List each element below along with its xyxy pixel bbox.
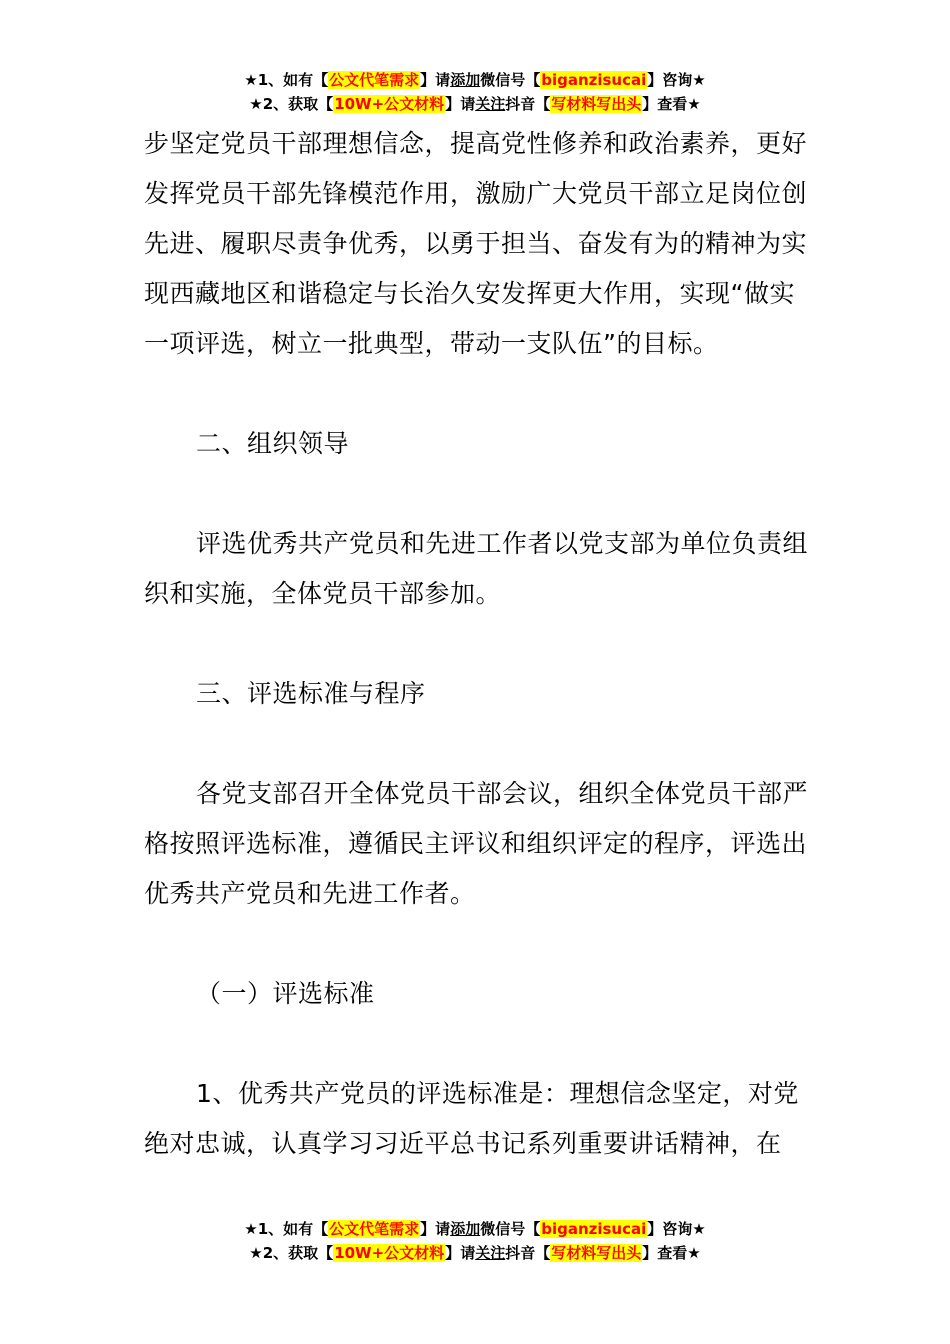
highlight-wechat-id: biganzisucai xyxy=(541,1220,647,1238)
paragraph-1: 步坚定党员干部理想信念，提高党性修养和政治素养，更好发挥党员干部先锋模范作用，激励广大党员干部立足岗位创先进、履职尽责争优秀，以勇于担当、奋发有为的精神为实现西藏地区和谐稳定与长治久安发挥更大作用，实现“做实一项评选，树立一批典型，带动一支队伍”的目标。 xyxy=(144,129,808,358)
promo-banner-top xyxy=(0,68,950,116)
highlight-service: 公文代笔需求 xyxy=(329,1220,420,1238)
promo-line-1: ★1、如有【公文代笔需求】请添加微信号【biganzisucai】咨询★ xyxy=(244,71,706,89)
paragraph-3: 各党支部召开全体党员干部会议，组织全体党员干部严格按照评选标准，遵循民主评议和组织评定的程序，评选出优秀共产党员和先进工作者。 xyxy=(144,779,809,908)
paragraph-4: 1、优秀共产党员的评选标准是：理想信念坚定，对党绝对忠诚，认真学习习近平总书记系列重要讲话精神，在 xyxy=(144,1079,799,1158)
highlight-douyin-id: 写材料写出头 xyxy=(551,1244,642,1262)
highlight-service: 公文代笔需求 xyxy=(329,71,420,89)
paragraph-2: 评选优秀共产党员和先进工作者以党支部为单位负责组织和实施，全体党员干部参加。 xyxy=(144,529,809,608)
document-body xyxy=(144,119,808,1169)
highlight-douyin-id: 写材料写出头 xyxy=(551,95,642,113)
section-heading-3: 三、评选标准与程序 xyxy=(196,679,426,708)
promo-line-2: ★2、获取【10W+公文材料】请关注抖音【写材料写出头】查看★ xyxy=(249,95,701,113)
highlight-materials: 10W+公文材料 xyxy=(334,1244,445,1262)
highlight-wechat-id: biganzisucai xyxy=(541,71,647,89)
promo-line-1: ★1、如有【公文代笔需求】请添加微信号【biganzisucai】咨询★ xyxy=(244,1220,706,1238)
subheading-1: （一）评选标准 xyxy=(196,979,375,1008)
promo-line-2: ★2、获取【10W+公文材料】请关注抖音【写材料写出头】查看★ xyxy=(249,1244,701,1262)
section-heading-2: 二、组织领导 xyxy=(196,429,350,458)
highlight-materials: 10W+公文材料 xyxy=(334,95,445,113)
promo-banner-bottom xyxy=(0,1217,950,1265)
